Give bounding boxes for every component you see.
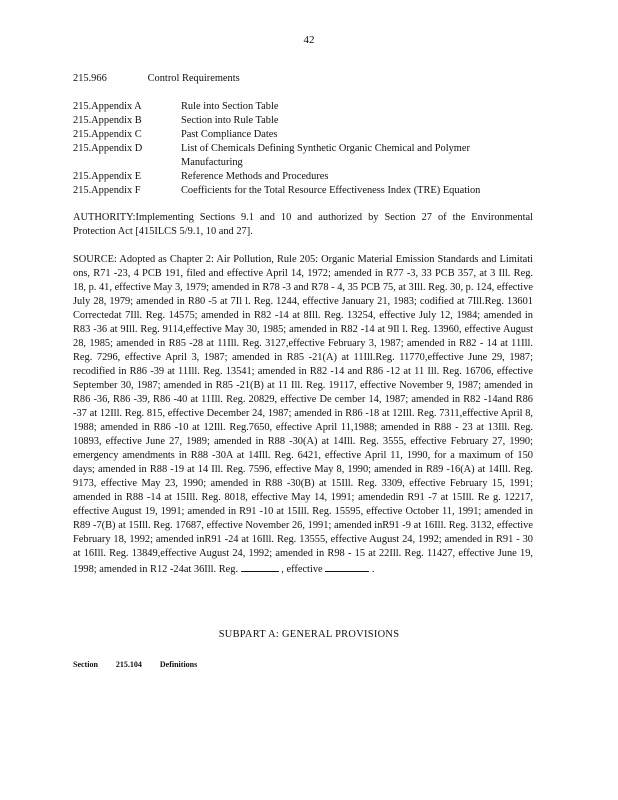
appendix-row (73, 184, 541, 198)
appendix-code: 215.Appendix D (73, 143, 143, 154)
source-paragraph (73, 253, 533, 577)
appendix-title: Rule into Section Table (181, 101, 279, 112)
section-code: 215.966 (73, 73, 107, 84)
section-number: 215.104 (115, 660, 142, 669)
appendix-code: 215.Appendix E (73, 171, 142, 182)
appendix-title: Coefficients for the Total Resource Effectiveness Index (TRE) Equation (181, 185, 481, 196)
section-title: Control Requirements (147, 73, 240, 84)
appendix-row (73, 114, 541, 128)
appendix-code: 215.Appendix C (73, 129, 142, 140)
appendix-row (73, 128, 541, 142)
section-entry (73, 73, 240, 84)
appendix-row (73, 100, 541, 114)
appendix-title: Reference Methods and Procedures (181, 171, 329, 182)
appendix-title: Past Compliance Dates (181, 129, 278, 140)
subpart-heading: SUBPART A: GENERAL PROVISIONS (218, 629, 400, 640)
authority-paragraph: AUTHORITY:Implementing Sections 9.1 and 10 and authorized by Section 27 of the Environmental Protection Act [415ILCS 5/9.1, 10 and 27]. (73, 212, 533, 237)
page-number: 42 (303, 34, 315, 46)
appendix-row (73, 142, 541, 170)
section-heading-title: Definitions (159, 660, 198, 669)
source-text: SOURCE: Adopted as Chapter 2: Air Pollution, Rule 205: Organic Material Emission Standards and Limitati ons, R71 -23, 4 PCB 191, filed and effective April 14, 1972; amended in R77 -3, 33 PCB 357, at 3 Ill. Reg. 18, p. 41, effective May 3, 1979; amended in R78 -3 and R78 - 4, 35 PCB 75, at 3Ill. Reg. 30, p. 124, effective July 28, 1979; amended in R80 -5 at 7Il l. Reg. 1244, effective January 21, 1983; codified at 7Ill.Reg. 13601 Correctedat 7Ill. Reg. 14575; amended in R82 -14 at 8Ill. Reg. 13254, effective July 12, 1984; amended in R83 -36 at 9Ill. Reg. 9114,effective May 30, 1985; amended in R82 -14 at 9Il l. Reg. 13960, effective August 28, 1985; amended in R85 -28 at 11Ill. Reg. 3127,effective February 3, 1987; amended in R82 - 14 at 11Ill. Reg. 7296, effective April 3, 1987; amended in R85 -21(A) at 11Ill.Reg. 11770,effective June 29, 1987; recodified in R86 -39 at 11Ill. Reg. 13541; amended in R82 -14 and R86 -12 at 11 Ill. Reg. 16706, effective September 30, 1987; amended in R85 -21(B) at 11 Ill. Reg. 19117, effective November 9, 1987; amended in R86 -36, R86 -39, R86 -40 at 11Ill. Reg. 20829, effective De cember 14, 1987; amended in R82 -14and R86 -37 at 12Ill. Reg. 815, effective December 24, 1987; amended in R86 -18 at 12Ill. Reg. 7311,effective April 8, 1988; amended in R86 -10 at 12Ill. Reg.7650, effective April 11,1988; amended in R88 - 23 at 13Ill. Reg. 10893, effective June 27, 1989; amended in R88 -30(A) at 14Ill. Reg. 3555, effective February 27, 1990; emergency amendments in R88 -30A at 14Ill. Reg. 6421, effective April 11, 1990, for a maximum of 150 days; amended in R88 -19 at 14 Ill. Reg. 7596, effective May 8, 1990; amended in R89 -16(A) at 14Ill. Reg. 9173, effective May 23, 1990; amended in R88 -30(B) at 15Ill. Reg. 3309, effective February 15, 1991; amended in R88 -14 at 15Ill. Reg. 8018, effective May 14, 1991; amendedin R91 -7 at 15Ill. Re g. 12217, effective August 19, 1991; amended in R91 -10 at 15Ill. Reg. 15595, effective October 11, 1991; amended in R89 -7(B) at 15Ill. Reg. 17687, effective November 26, 1991; amended inR91 -9 at 16Ill. Reg. 3132, effective February 18, 1992; amended inR91 -24 at 16Ill. Reg. 13555, effective August 24, 1992; amended in R91 - 30 at 16Ill. Reg. 13849,effective August 24, 1992; amended in R98 - 15 at 22Ill. Reg. 11427, effective June 19, 1998; amended in R12 -24at 36Ill. Reg. (73, 254, 533, 575)
appendix-title: Section into Rule Table (181, 115, 279, 126)
appendix-code: 215.Appendix A (73, 101, 142, 112)
appendix-row (73, 170, 541, 184)
appendix-table (73, 100, 541, 198)
appendix-title: List of Chemicals Defining Synthetic Organic Chemical and Polymer Manufacturing (181, 143, 470, 168)
blank-date-line (325, 561, 369, 572)
source-end: . (371, 564, 375, 575)
source-tail: , effective (281, 564, 323, 575)
section-heading (73, 660, 213, 669)
appendix-code: 215.Appendix F (73, 185, 141, 196)
appendix-code: 215.Appendix B (73, 115, 142, 126)
section-label: Section (73, 660, 98, 669)
blank-reg-line (241, 561, 279, 572)
